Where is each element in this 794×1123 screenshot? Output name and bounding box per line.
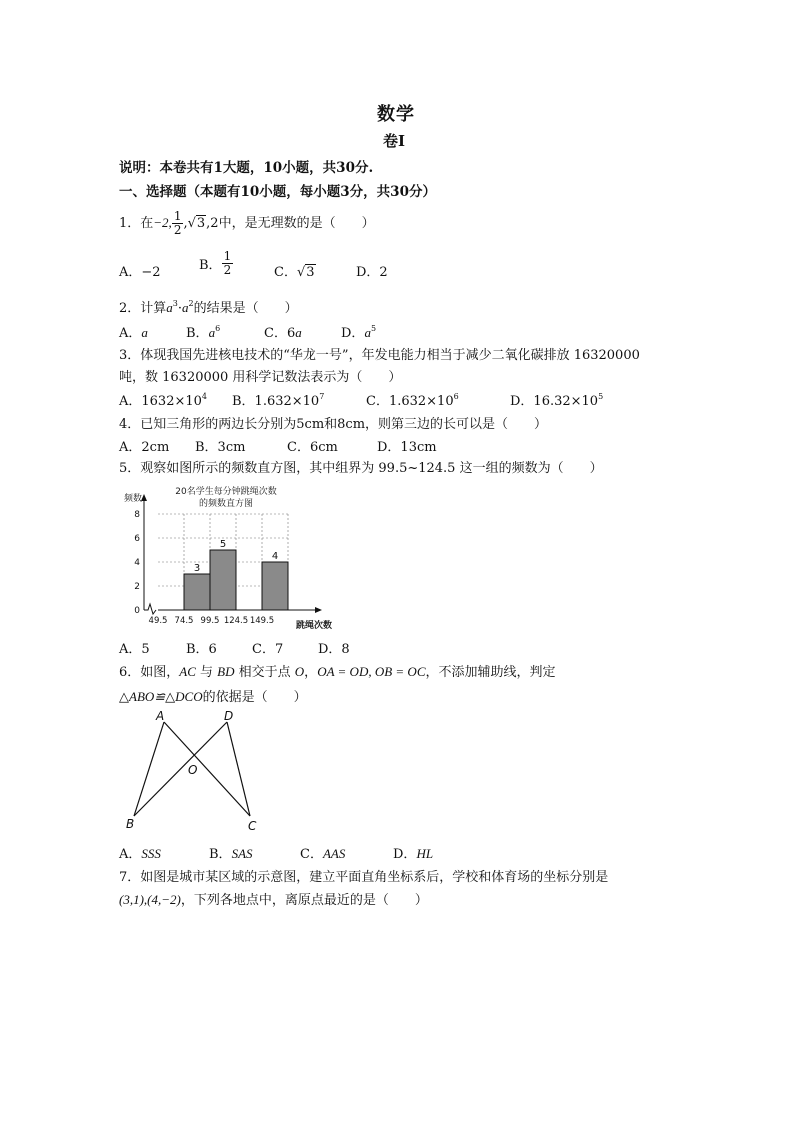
histogram-chart (118, 478, 348, 633)
question-1-stem: 1．在−2, $\frac{1}{2}$ ,√3,2中，是无理数的是（ ） (119, 209, 375, 237)
point-label-b: B (126, 817, 135, 831)
q2-option-b: B．$a^6$ (186, 324, 221, 341)
chart-title: 20名学生每分钟跳绳次数 (175, 487, 277, 497)
q1-sqrt: 3 (196, 216, 206, 231)
point-label-o: O (188, 763, 198, 777)
x-tick-label: 99.5 (200, 616, 220, 626)
q2-option-d: D．$a^5$ (341, 324, 377, 341)
histogram-bar (262, 562, 288, 610)
y-tick-label: 6 (134, 534, 140, 544)
volume-label: 卷Ⅰ (383, 132, 406, 150)
instructions-note: 说明：本卷共有1大题，10小题，共30分. (119, 160, 374, 176)
question-6-line-1: 6．如图，AC 与 BD 相交于点 O，OA = OD, OB = OC，不添加辅助线，判定 (119, 664, 556, 680)
chart-subtitle: 的频数直方图 (198, 499, 254, 509)
q6-option-c: C．AAS (300, 846, 346, 862)
q1-prefix: 1．在 (119, 216, 154, 231)
q1-fraction: $\frac{1}{2}$ (173, 209, 182, 237)
x-axis-arrow (315, 607, 322, 613)
q4-option-b: B．3cm (195, 440, 246, 455)
q1-option-a: A．−2 (119, 265, 161, 280)
q1-option-b: B． $\frac{1}{2}$ (199, 249, 232, 277)
y-tick-label: 4 (134, 558, 140, 568)
segment-ac (164, 722, 250, 816)
q3-option-b: B．$1.632\times 10^7$ (232, 392, 325, 409)
q4-option-d: D．13cm (377, 440, 437, 455)
chart-xlabel: 跳绳次数 (296, 621, 333, 631)
question-5-stem: 5．观察如图所示的频数直方图，其中组界为 99.5~124.5 这一组的频数为（ ） (119, 461, 603, 476)
question-2-stem: 2．计算$a^3\cdot a^2$的结果是（ ） (119, 299, 298, 316)
bar-data-label: 3 (193, 563, 201, 574)
q1-option-c: C．√3 (274, 265, 315, 280)
q3-option-a: A．$1632\times 10^4$ (119, 392, 208, 409)
chart-ylabel: 频数 (124, 494, 143, 504)
q1-option-d: D．2 (356, 265, 388, 280)
geometry-figure (120, 708, 270, 834)
q5-option-c: C．7 (252, 642, 284, 657)
section-heading: 一、选择题（本题有10小题，每小题3分，共30分） (119, 184, 436, 200)
question-6-line-2: △ABO≌△DCO的依据是（ ） (119, 689, 307, 705)
axis-break (144, 604, 156, 614)
y-tick-label: 8 (134, 510, 140, 520)
bar-data-label: 4 (271, 551, 279, 562)
q5-option-d: D．8 (318, 642, 350, 657)
q6-option-b: B．SAS (209, 846, 253, 862)
question-7-line-1: 7．如图是城市某区域的示意图，建立平面直角坐标系后，学校和体育场的坐标分别是 (119, 870, 609, 885)
segment-dc (227, 722, 250, 816)
q5-option-b: B．6 (186, 642, 217, 657)
segment-ab (134, 722, 164, 816)
x-tick-label: 74.5 (174, 616, 194, 626)
histogram-bar (210, 550, 236, 610)
bar-data-label: 5 (219, 539, 227, 550)
point-label-c: C (248, 819, 257, 833)
point-label-d: D (224, 709, 234, 723)
x-tick-label: 124.5 (223, 616, 249, 626)
q3-option-c: C．$1.632\times 10^6$ (366, 392, 459, 409)
q5-option-a: A．5 (119, 642, 150, 657)
question-4-stem: 4．已知三角形的两边长分别为5cm和8cm，则第三边的长可以是（ ） (119, 417, 548, 432)
question-3-line-1: 3．体现我国先进核电技术的“华龙一号”，年发电能力相当于减少二氧化碳排放 16320000 (119, 348, 640, 363)
segment-db (134, 722, 227, 816)
page-title: 数学 (377, 104, 415, 125)
q4-option-c: C．6cm (287, 440, 338, 455)
q4-option-a: A．2cm (119, 440, 170, 455)
q6-option-d: D．HL (393, 846, 434, 862)
x-tick-label: 49.5 (148, 616, 168, 626)
q1-nums-b: ,2 (206, 216, 219, 231)
q2-option-c: C．6a (264, 325, 302, 341)
question-7-line-2: (3,1),(4,−2)，下列各地点中，离原点最近的是（ ） (119, 892, 428, 908)
y-tick-label: 0 (134, 606, 140, 616)
q1-suffix: 中，是无理数的是（ ） (218, 216, 375, 231)
q2-option-a: A．a (119, 325, 148, 341)
y-tick-label: 2 (134, 582, 140, 592)
x-tick-label: 149.5 (249, 616, 275, 626)
histogram-bar (184, 574, 210, 610)
question-3-line-2: 吨，数 16320000 用科学记数法表示为（ ） (119, 370, 402, 385)
q3-option-d: D．$16.32\times 10^5$ (510, 392, 604, 409)
q6-option-a: A．SSS (119, 846, 161, 862)
point-label-a: A (156, 709, 165, 723)
q1-nums-a: −2, (153, 215, 172, 230)
